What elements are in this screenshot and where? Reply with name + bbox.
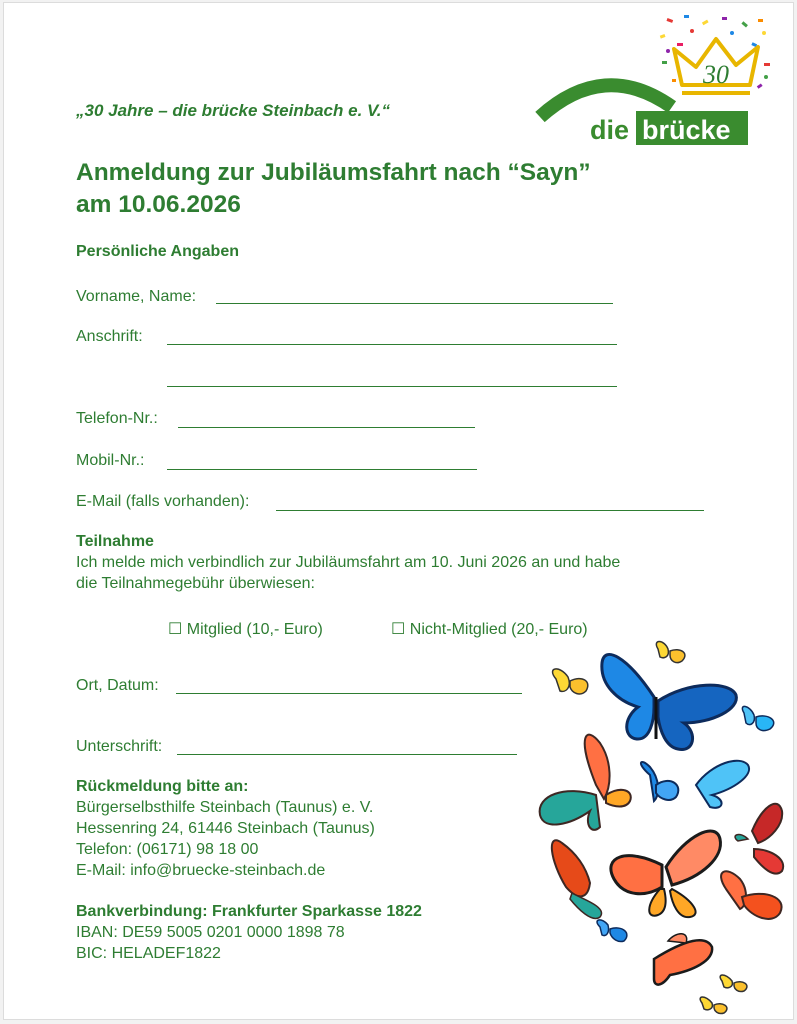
- logo-text-die: die: [590, 115, 630, 145]
- mobile-field[interactable]: [167, 469, 477, 470]
- participation-text-line1: Ich melde mich verbindlich zur Jubiläumsfahrt am 10. Juni 2026 an und habe: [76, 554, 621, 571]
- bank-bic: BIC: HELADEF1822: [76, 945, 221, 962]
- contact-phone: Telefon: (06171) 98 18 00: [76, 841, 259, 858]
- address-field-line2[interactable]: [167, 386, 617, 387]
- name-label: Vorname, Name:: [76, 288, 197, 305]
- butterfly-icon: [721, 871, 781, 919]
- member-checkbox[interactable]: [168, 619, 323, 639]
- anniversary-badge-number: 30: [703, 60, 729, 89]
- address-label: Anschrift:: [76, 328, 143, 345]
- butterfly-icon: [700, 997, 727, 1014]
- registration-form-page: [3, 2, 794, 1020]
- section-heading-contact: Rückmeldung bitte an:: [76, 778, 249, 795]
- butterfly-icon: [735, 804, 783, 874]
- phone-label: Telefon-Nr.:: [76, 410, 158, 427]
- contact-email: E-Mail: info@bruecke-steinbach.de: [76, 862, 326, 879]
- nonmember-option-label: Nicht-Mitglied (20,- Euro): [409, 621, 588, 638]
- section-heading-bank: Bankverbindung: Frankfurter Sparkasse 1822: [76, 903, 422, 920]
- butterfly-icon: [641, 762, 678, 801]
- butterfly-icon: [602, 654, 737, 749]
- checkbox-icon[interactable]: ☐: [168, 621, 183, 638]
- contact-org: Bürgerselbsthilfe Steinbach (Taunus) e. V.: [76, 799, 374, 816]
- email-label: E-Mail (falls vorhanden):: [76, 493, 250, 510]
- butterfly-icon: [611, 831, 721, 917]
- name-field[interactable]: [216, 303, 613, 304]
- email-field[interactable]: [276, 510, 704, 511]
- butterfly-icon: [597, 920, 627, 942]
- page-title-line1: Anmeldung zur Jubiläumsfahrt nach “Sayn”: [76, 159, 591, 186]
- butterfly-icon: [742, 706, 773, 730]
- bank-iban: IBAN: DE59 5005 0201 0000 1898 78: [76, 924, 345, 941]
- checkbox-icon[interactable]: ☐: [391, 621, 406, 638]
- signature-field[interactable]: [177, 754, 517, 755]
- page-title-line2: am 10.06.2026: [76, 191, 241, 218]
- address-field-line1[interactable]: [167, 344, 617, 345]
- brand-logo: [532, 13, 772, 153]
- butterfly-icon: [720, 975, 747, 992]
- section-heading-personal: Persönliche Angaben: [76, 243, 239, 260]
- participation-text-line2: die Teilnahmegebühr überwiesen:: [76, 575, 315, 592]
- mobile-label: Mobil-Nr.:: [76, 452, 145, 469]
- phone-field[interactable]: [178, 427, 475, 428]
- confetti-crown-icon: [532, 13, 772, 153]
- place-date-label: Ort, Datum:: [76, 677, 159, 694]
- butterfly-icon: [540, 735, 631, 830]
- signature-label: Unterschrift:: [76, 738, 163, 755]
- butterfly-icon: [696, 761, 749, 808]
- anniversary-tagline: „30 Jahre – die brücke Steinbach e. V.“: [76, 101, 391, 120]
- logo-text-bruecke: brücke: [642, 115, 731, 145]
- butterfly-icon: [656, 642, 685, 663]
- place-date-field[interactable]: [176, 693, 522, 694]
- contact-address: Hessenring 24, 61446 Steinbach (Taunus): [76, 820, 375, 837]
- butterflies-decoration: [526, 635, 790, 1017]
- butterfly-icon: [654, 934, 712, 985]
- member-option-label: Mitglied (10,- Euro): [186, 621, 323, 638]
- butterfly-icon: [552, 840, 602, 918]
- section-heading-participation: Teilnahme: [76, 533, 154, 550]
- butterfly-icon: [553, 669, 588, 694]
